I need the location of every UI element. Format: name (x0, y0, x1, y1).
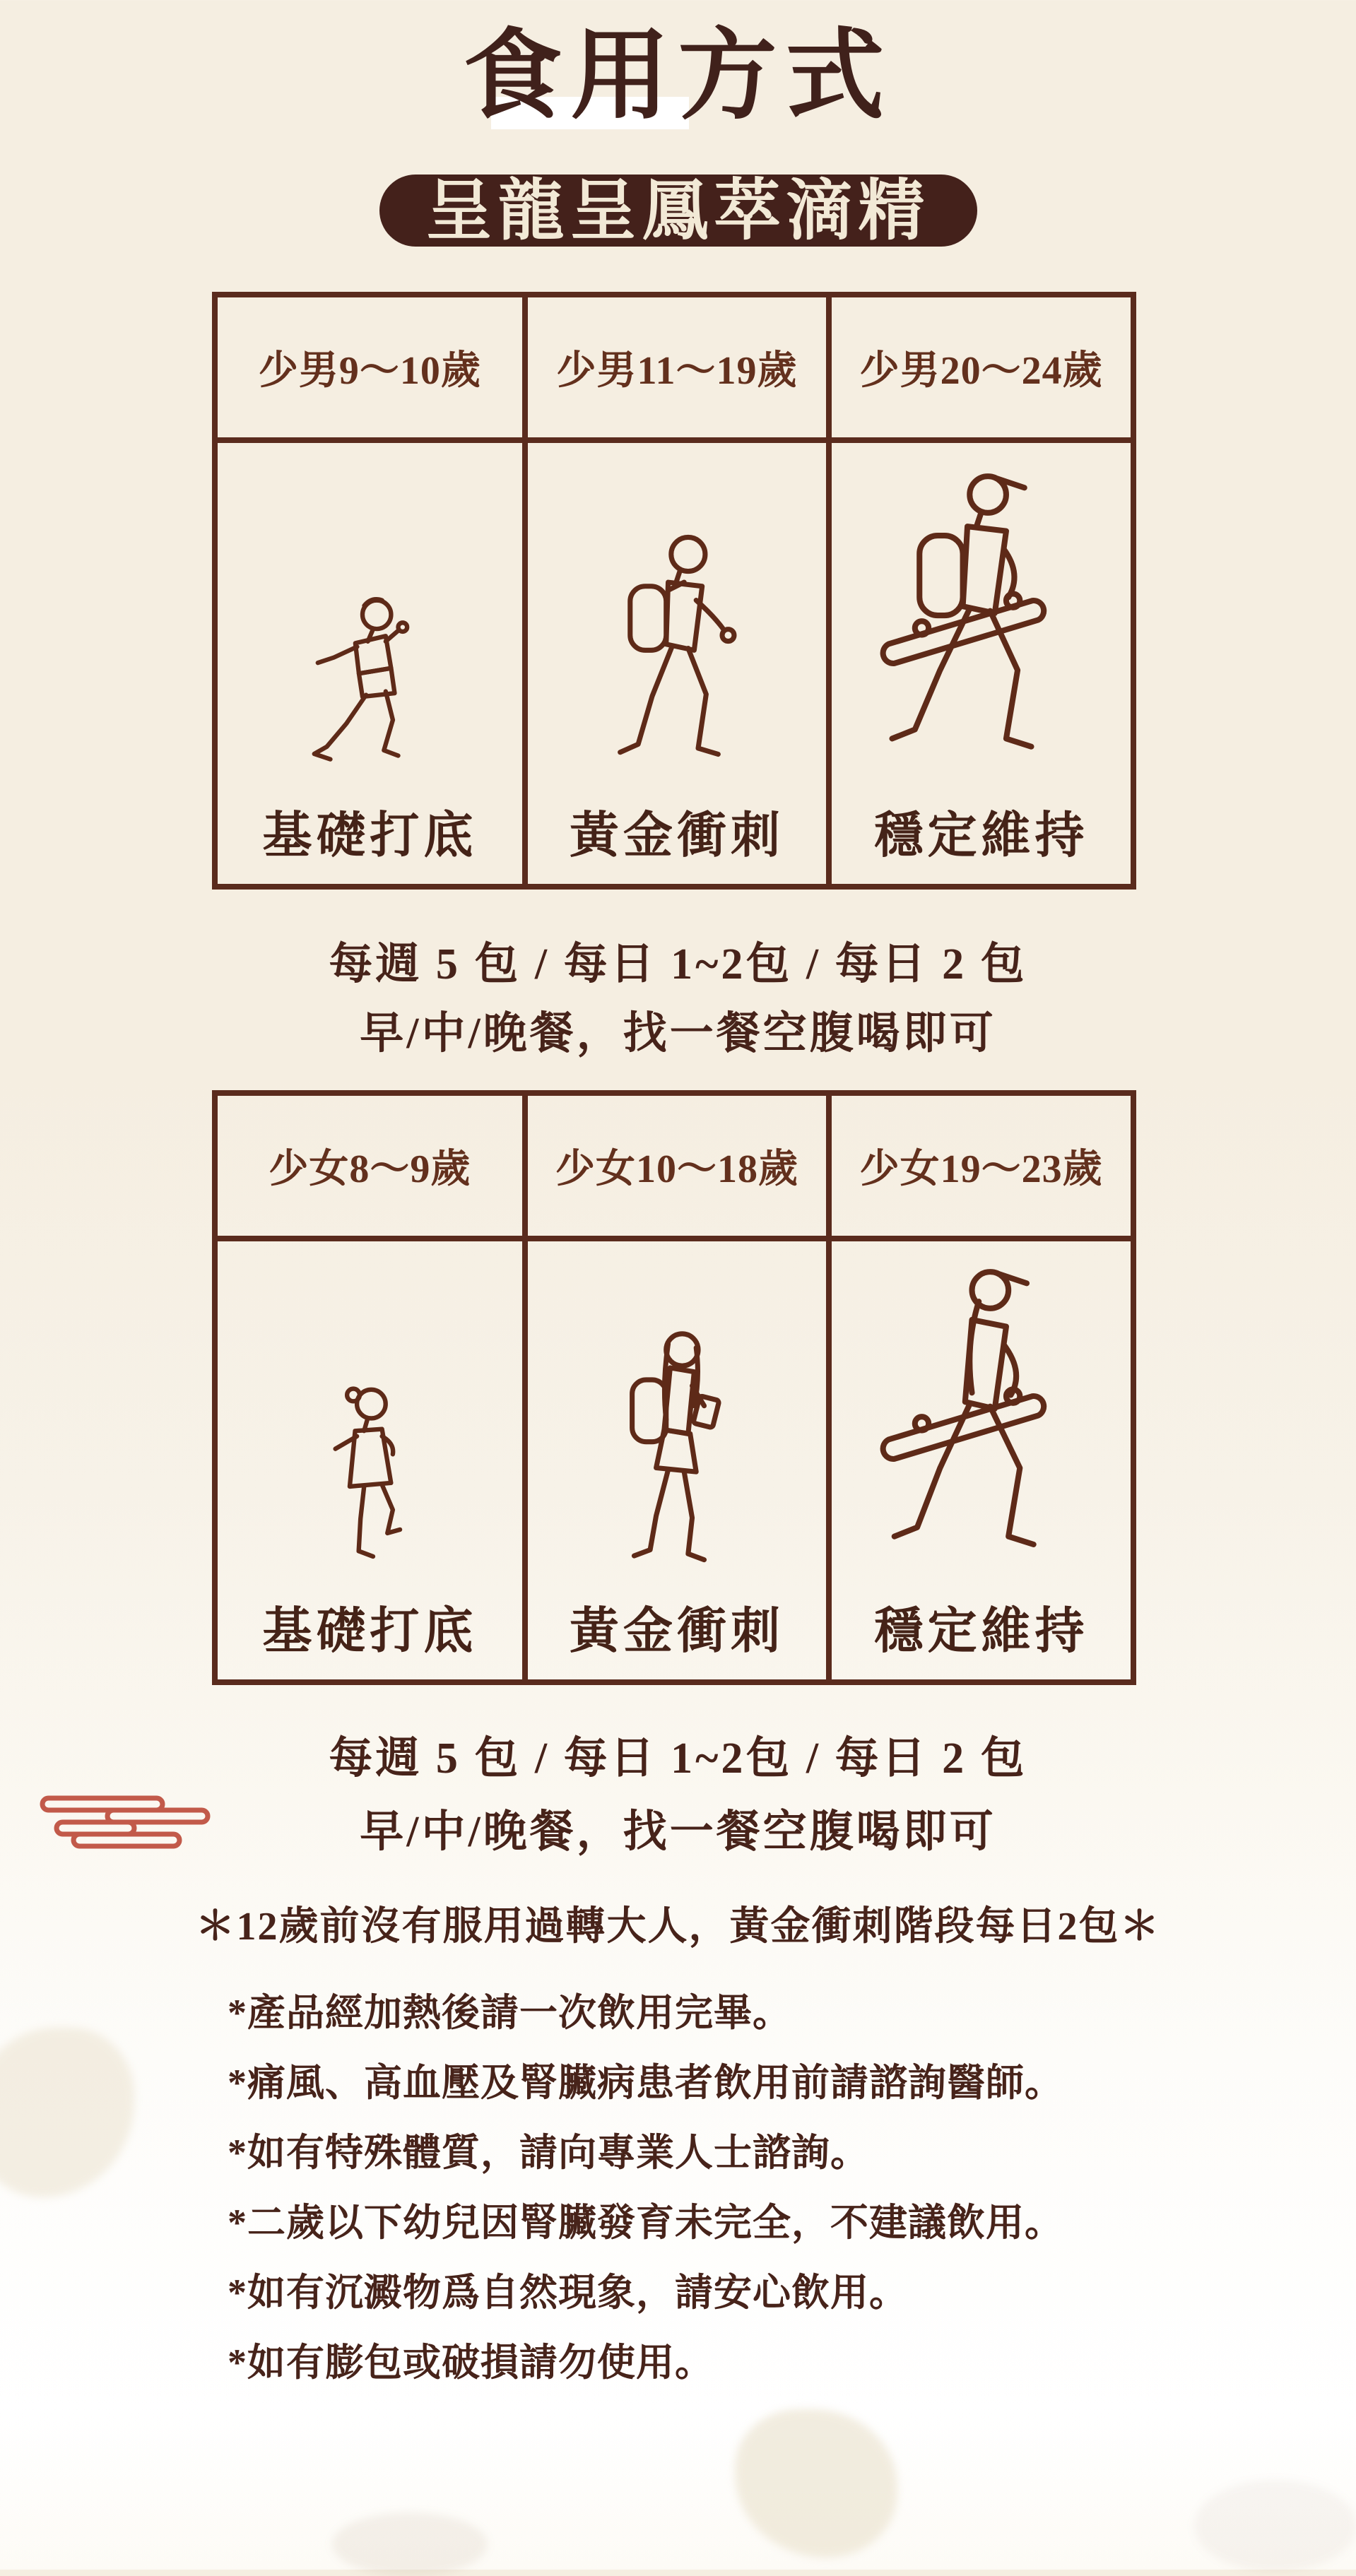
boys-dosage-line2: 早/中/晚餐，找一餐空腹喝即可 (360, 1010, 996, 1058)
paper-texture-spot (0, 2028, 134, 2197)
stage-label: 穩定維持 (873, 809, 1089, 863)
teen-girl-backpack-illustration (592, 1320, 762, 1580)
teen-boy-backpack-illustration (592, 524, 762, 784)
boys-age-table (212, 292, 1136, 890)
stage-label: 穩定維持 (873, 1605, 1089, 1659)
girls-header-8-9: 少女8～9歲 (269, 1147, 471, 1191)
girls-cell-teen (522, 1236, 827, 1679)
paper-texture-spot (1194, 2480, 1356, 2572)
stage-label: 黃金衝刺 (569, 809, 784, 863)
boys-cell-teen (522, 437, 827, 884)
golden-sprint-note: ＊12歲前沒有服用過轉大人，黃金衝刺階段每日2包＊ (195, 1905, 1161, 1949)
note-line: *痛風、高血壓及腎臟病患者飲用前請諮詢醫師。 (228, 2062, 1063, 2104)
young-man-skateboard-illustration (867, 465, 1095, 784)
note-line: *如有膨包或破損請勿使用。 (228, 2341, 714, 2384)
boys-header-20-24: 少男20～24歲 (826, 297, 1131, 437)
girls-header-19-23: 少女19～23歲 (826, 1096, 1131, 1236)
boys-header-9-10: 少男9～10歲 (258, 349, 481, 393)
stage-label: 基礎打底 (262, 1605, 478, 1659)
note-line: *如有沉澱物爲自然現象，請安心飲用。 (228, 2271, 908, 2314)
paper-texture-spot (735, 2409, 897, 2558)
boys-dosage-line1: 每週 5 包 / 每日 1~2包 / 每日 2 包 (329, 940, 1027, 988)
boys-cell-adult (826, 437, 1131, 884)
stage-label: 黃金衝刺 (569, 1605, 784, 1659)
stage-label: 基礎打底 (262, 809, 478, 863)
girls-header-10-18: 少女10～18歲 (522, 1096, 827, 1236)
note-line: *二歲以下幼兒因腎臟發育未完全，不建議飲用。 (228, 2202, 1063, 2244)
girls-cell-adult (826, 1236, 1131, 1679)
note-line: *產品經加熱後請一次飲用完畢。 (228, 1992, 791, 2034)
young-woman-skateboard-illustration (867, 1260, 1095, 1580)
girls-age-table (212, 1090, 1136, 1685)
cloud-motif-icon (37, 1795, 213, 1851)
note-line: *如有特殊體質，請向專業人士諮詢。 (228, 2132, 869, 2174)
warning-notes-list (228, 1978, 1217, 2398)
girls-dosage-line2: 早/中/晚餐，找一餐空腹喝即可 (360, 1808, 996, 1856)
product-name-badge: 呈龍呈鳳萃滴精 (379, 175, 977, 247)
boys-cell-child (218, 437, 522, 884)
running-boy-illustration (298, 588, 441, 784)
boys-header-11-19: 少男11～19歲 (522, 297, 827, 437)
girls-cell-child (218, 1236, 522, 1679)
skipping-girl-illustration (307, 1373, 432, 1580)
page-title: 食用方式 (463, 22, 893, 131)
paper-texture-spot (332, 2512, 488, 2576)
girls-dosage-line1: 每週 5 包 / 每日 1~2包 / 每日 2 包 (329, 1735, 1027, 1783)
